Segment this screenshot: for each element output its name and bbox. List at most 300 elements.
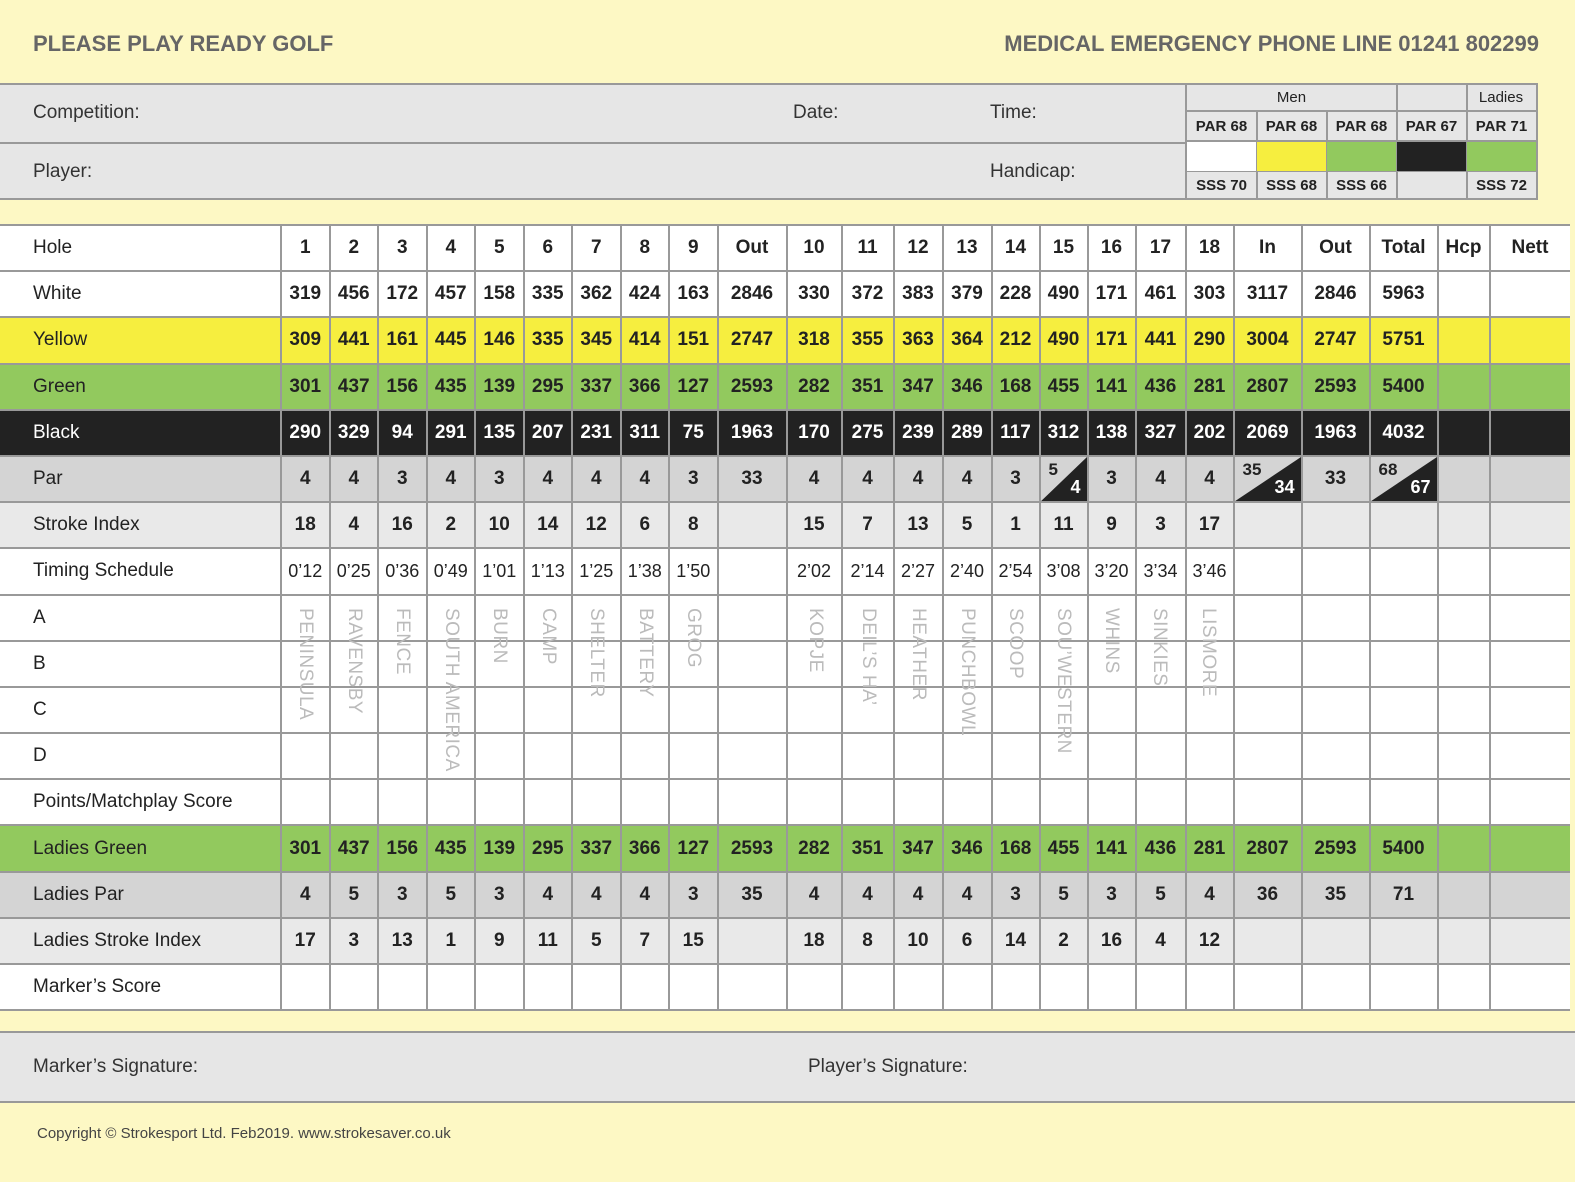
score-cell[interactable] [1438,779,1490,825]
score-cell[interactable] [894,779,943,825]
score-cell [1302,502,1370,548]
score-cell[interactable] [1490,456,1570,502]
score-cell[interactable] [1302,687,1370,733]
score-cell[interactable] [842,964,894,1010]
score-cell: 228 [992,271,1040,317]
score-cell: 35 [1302,872,1370,918]
score-cell: 18 [281,502,330,548]
tee-par: PAR 68 [1335,118,1388,135]
score-cell[interactable] [1438,317,1490,363]
score-cell[interactable] [669,779,718,825]
column-header: 13 [943,225,992,271]
column-header: 5 [475,225,524,271]
score-cell[interactable] [1490,317,1570,363]
score-cell: 461 [1136,271,1186,317]
score-cell: 202 [1186,410,1234,456]
score-cell[interactable] [842,687,894,733]
score-cell: 141 [1088,364,1136,410]
score-cell: 7 [621,918,670,964]
score-cell: 3 [1088,456,1136,502]
score-cell[interactable] [787,641,842,687]
divider [1187,110,1536,112]
score-cell[interactable] [842,595,894,641]
score-cell: 435 [427,825,476,871]
score-cell[interactable] [1136,687,1186,733]
score-cell: 436 [1136,364,1186,410]
score-cell[interactable] [330,733,379,779]
score-cell: 5751 [1370,317,1438,363]
score-cell: 170 [787,410,842,456]
score-cell[interactable] [1438,548,1490,594]
score-cell[interactable] [572,733,621,779]
score-cell[interactable] [992,964,1040,1010]
column-header: 18 [1186,225,1234,271]
score-cell: 3’34 [1136,548,1186,594]
score-cell[interactable] [894,964,943,1010]
score-cell[interactable] [1186,733,1234,779]
tee-color-swatch [1467,142,1536,171]
hole-name: GROG [683,608,704,669]
score-cell[interactable] [475,733,524,779]
score-cell[interactable] [621,687,670,733]
score-cell[interactable] [894,641,943,687]
score-cell[interactable] [1234,548,1302,594]
score-cell: 1’25 [572,548,621,594]
score-cell: 1963 [1302,410,1370,456]
score-cell[interactable] [1040,641,1088,687]
score-cell[interactable] [1438,964,1490,1010]
column-header: 2 [330,225,379,271]
score-cell[interactable] [1438,825,1490,871]
score-cell[interactable] [281,641,330,687]
score-cell: 4 [787,456,842,502]
hole-name: LISMORE [1198,608,1219,698]
row-label: Stroke Index [0,502,281,548]
score-cell: 363 [894,317,943,363]
score-cell[interactable] [992,641,1040,687]
score-cell[interactable] [992,687,1040,733]
score-cell[interactable] [1040,964,1088,1010]
hole-name: SINKIES [1149,608,1170,687]
score-cell[interactable] [1490,687,1570,733]
score-cell[interactable] [1186,964,1234,1010]
score-cell: 168 [992,364,1040,410]
score-cell[interactable] [572,779,621,825]
score-cell[interactable] [1438,918,1490,964]
score-cell[interactable] [1302,548,1370,594]
score-cell[interactable] [1370,779,1438,825]
score-cell: 14 [524,502,573,548]
score-cell: 291 [427,410,476,456]
score-cell[interactable] [330,687,379,733]
score-cell[interactable] [524,964,573,1010]
score-cell[interactable] [378,964,427,1010]
score-cell[interactable] [787,779,842,825]
score-cell[interactable] [1088,779,1136,825]
score-cell[interactable] [1370,548,1438,594]
score-cell: 13 [894,502,943,548]
score-cell[interactable] [1370,641,1438,687]
score-cell[interactable] [1490,548,1570,594]
split-top-value: 35 [1242,459,1262,479]
score-cell: 127 [669,364,718,410]
table-row [0,733,1570,779]
score-cell: 364 [943,317,992,363]
score-cell[interactable] [1370,964,1438,1010]
score-cell: 3’08 [1040,548,1088,594]
score-cell: 12 [572,502,621,548]
score-cell[interactable] [943,595,992,641]
score-cell[interactable] [1438,364,1490,410]
score-cell[interactable] [1370,687,1438,733]
score-cell: 1 [992,502,1040,548]
score-cell[interactable] [281,687,330,733]
score-cell[interactable] [1490,872,1570,918]
table-row [0,964,1570,1010]
score-cell: 14 [992,918,1040,964]
score-cell: 2593 [1302,364,1370,410]
score-cell[interactable] [378,733,427,779]
score-cell[interactable] [330,641,379,687]
score-cell: 6 [621,502,670,548]
table-row [0,687,1570,733]
score-cell[interactable] [281,733,330,779]
score-cell[interactable] [524,595,573,641]
hole-name: KOPJE [805,608,826,673]
row-label: D [0,733,281,779]
score-cell[interactable] [718,964,787,1010]
score-cell[interactable] [621,595,670,641]
score-cell[interactable] [718,595,787,641]
score-cell[interactable] [378,779,427,825]
score-cell[interactable] [572,641,621,687]
header-row [0,225,1570,271]
score-cell: 17 [1186,502,1234,548]
score-cell: 1 [427,918,476,964]
score-cell[interactable] [1234,595,1302,641]
score-cell[interactable] [894,595,943,641]
score-cell[interactable] [330,964,379,1010]
score-cell[interactable] [894,687,943,733]
score-cell[interactable] [1186,641,1234,687]
score-cell: 337 [572,825,621,871]
score-cell[interactable] [427,687,476,733]
score-cell[interactable] [669,595,718,641]
date-label[interactable]: Date: [793,102,839,123]
row-label: Timing Schedule [0,548,281,594]
score-cell[interactable] [943,641,992,687]
score-cell[interactable] [1370,595,1438,641]
time-label[interactable]: Time: [990,102,1037,123]
score-cell: 3 [378,456,427,502]
score-cell[interactable] [1490,502,1570,548]
marker-signature-label[interactable]: Marker’s Signature: [33,1056,199,1077]
score-cell: 35 [718,872,787,918]
score-cell[interactable] [1136,779,1186,825]
score-cell: 231 [572,410,621,456]
tee-color-swatch [1327,142,1396,171]
score-cell[interactable] [524,779,573,825]
score-cell[interactable] [1186,779,1234,825]
score-cell[interactable] [1490,410,1570,456]
score-cell[interactable] [718,779,787,825]
score-cell[interactable] [1088,964,1136,1010]
score-cell[interactable] [524,733,573,779]
score-cell[interactable] [1438,641,1490,687]
score-cell[interactable] [1490,641,1570,687]
score-cell[interactable] [427,779,476,825]
score-cell: 345 [572,317,621,363]
score-cell[interactable] [1490,733,1570,779]
score-cell[interactable] [378,687,427,733]
score-cell: 0’12 [281,548,330,594]
score-cell: 4 [621,456,670,502]
score-cell[interactable] [1302,964,1370,1010]
column-header: 7 [572,225,621,271]
score-cell[interactable] [943,779,992,825]
score-cell[interactable] [1490,364,1570,410]
score-cell[interactable] [1438,502,1490,548]
score-cell[interactable] [894,733,943,779]
score-cell[interactable] [572,687,621,733]
score-cell[interactable] [1438,595,1490,641]
score-cell[interactable] [1438,410,1490,456]
score-cell: 4 [524,872,573,918]
score-cell [718,918,787,964]
score-cell: 8 [669,502,718,548]
score-cell[interactable] [1234,641,1302,687]
score-cell[interactable] [427,595,476,641]
score-cell[interactable] [1302,641,1370,687]
score-cell[interactable] [1136,595,1186,641]
signature-panel [0,1031,1575,1103]
score-cell[interactable] [718,687,787,733]
column-header: 14 [992,225,1040,271]
score-cell[interactable] [1370,733,1438,779]
row-label: White [0,271,281,317]
score-cell[interactable] [572,964,621,1010]
score-cell[interactable] [621,733,670,779]
hole-name: BATTERY [635,608,656,698]
score-cell: 2’27 [894,548,943,594]
split-bottom-value: 67 [1410,477,1431,498]
score-cell[interactable] [475,779,524,825]
score-cell[interactable] [669,964,718,1010]
score-cell[interactable] [1490,918,1570,964]
player-signature-label[interactable]: Player’s Signature: [808,1056,968,1077]
score-cell[interactable] [787,687,842,733]
score-cell[interactable] [718,548,787,594]
score-cell[interactable] [1186,595,1234,641]
score-cell: 490 [1040,271,1088,317]
score-cell[interactable] [475,964,524,1010]
score-cell: 75 [669,410,718,456]
score-cell[interactable] [1438,872,1490,918]
score-cell[interactable] [1438,687,1490,733]
hole-name: CAMP [538,608,559,665]
score-cell[interactable] [330,595,379,641]
score-cell[interactable] [1136,964,1186,1010]
score-cell[interactable] [842,733,894,779]
score-cell[interactable] [669,687,718,733]
score-cell: 4 [1136,456,1186,502]
split-bottom-value: 4 [1070,477,1081,498]
tee-par: PAR 68 [1265,118,1318,135]
column-header: 16 [1088,225,1136,271]
score-cell[interactable] [992,595,1040,641]
score-cell[interactable] [1088,641,1136,687]
table-row [0,317,1570,363]
score-cell: 171 [1088,317,1136,363]
score-cell[interactable] [669,733,718,779]
score-cell[interactable] [427,733,476,779]
score-cell[interactable] [427,964,476,1010]
score-cell[interactable] [1490,271,1570,317]
score-cell[interactable] [475,641,524,687]
score-cell: 335 [524,271,573,317]
top-bar [0,0,1575,84]
score-cell[interactable] [1490,825,1570,871]
score-cell[interactable] [718,733,787,779]
score-cell[interactable] [427,641,476,687]
score-cell[interactable] [1234,779,1302,825]
score-cell[interactable] [524,687,573,733]
score-cell: 4 [787,872,842,918]
score-cell[interactable] [1136,641,1186,687]
score-cell[interactable] [1040,733,1088,779]
score-cell: 5 [427,872,476,918]
score-cell[interactable] [621,641,670,687]
score-cell: 3 [1136,502,1186,548]
score-cell: 1’01 [475,548,524,594]
score-cell: 282 [787,364,842,410]
score-cell[interactable] [718,641,787,687]
score-cell: 383 [894,271,943,317]
score-cell[interactable] [1490,595,1570,641]
score-cell[interactable] [669,641,718,687]
player-label[interactable]: Player: [33,161,93,182]
score-cell: 2846 [1302,271,1370,317]
score-cell: 330 [787,271,842,317]
score-cell: 424 [621,271,670,317]
score-cell[interactable] [943,964,992,1010]
score-cell[interactable] [1088,595,1136,641]
score-cell[interactable] [1040,779,1088,825]
score-cell[interactable] [1302,733,1370,779]
score-cell: 9 [1088,502,1136,548]
score-cell[interactable] [1302,595,1370,641]
score-cell: 379 [943,271,992,317]
score-cell[interactable] [1302,779,1370,825]
score-cell[interactable] [992,779,1040,825]
score-cell[interactable] [1438,733,1490,779]
score-cell: 295 [524,825,573,871]
score-cell[interactable] [1040,687,1088,733]
score-cell: 3 [669,456,718,502]
competition-label[interactable]: Competition: [33,102,140,123]
score-cell[interactable] [943,733,992,779]
score-cell: 239 [894,410,943,456]
score-cell: 290 [1186,317,1234,363]
score-cell[interactable] [1088,687,1136,733]
score-cell[interactable] [1186,687,1234,733]
score-cell[interactable] [1490,964,1570,1010]
score-cell[interactable] [787,595,842,641]
handicap-label[interactable]: Handicap: [990,161,1076,182]
score-cell[interactable] [1438,456,1490,502]
score-cell: 0’36 [378,548,427,594]
score-cell[interactable] [1040,595,1088,641]
score-cell[interactable] [281,779,330,825]
score-cell: 12 [1186,918,1234,964]
score-cell[interactable] [281,595,330,641]
score-cell[interactable] [842,779,894,825]
score-cell[interactable] [992,733,1040,779]
divider [0,142,1185,144]
score-cell: 139 [475,825,524,871]
score-cell[interactable] [621,779,670,825]
score-cell: 4 [621,872,670,918]
score-cell[interactable] [281,964,330,1010]
score-cell: 319 [281,271,330,317]
score-cell: 3 [992,456,1040,502]
table-row [0,271,1570,317]
hole-name: FENCE [392,608,413,675]
score-cell[interactable] [475,595,524,641]
score-cell [1370,918,1438,964]
score-cell[interactable] [943,687,992,733]
column-header: 11 [842,225,894,271]
score-cell[interactable] [1234,733,1302,779]
score-cell: 289 [943,410,992,456]
score-cell[interactable] [621,964,670,1010]
score-cell[interactable] [842,641,894,687]
score-cell: 117 [992,410,1040,456]
score-cell[interactable] [1490,779,1570,825]
score-cell[interactable] [1234,964,1302,1010]
score-cell[interactable] [1136,733,1186,779]
score-cell: 10 [894,918,943,964]
score-cell: 15 [669,918,718,964]
score-cell: 441 [1136,317,1186,363]
score-cell: 7 [842,502,894,548]
score-cell[interactable] [1088,733,1136,779]
score-cell[interactable] [378,595,427,641]
score-cell: 335 [524,317,573,363]
score-cell: 3 [475,456,524,502]
table-row [0,595,1570,641]
score-cell [1302,918,1370,964]
score-cell[interactable] [475,687,524,733]
score-cell[interactable] [787,733,842,779]
score-cell: 4 [330,502,379,548]
score-cell[interactable] [378,641,427,687]
score-cell[interactable] [1234,687,1302,733]
score-cell[interactable] [330,779,379,825]
score-cell: 168 [992,825,1040,871]
score-cell: 351 [842,825,894,871]
row-label: Hole [0,225,281,271]
score-cell[interactable] [787,964,842,1010]
score-cell: 8 [842,918,894,964]
score-cell: 347 [894,364,943,410]
table-row [0,456,1570,502]
score-cell[interactable] [524,641,573,687]
score-cell: 312 [1040,410,1088,456]
score-cell: 2069 [1234,410,1302,456]
score-cell[interactable] [1438,271,1490,317]
score-cell[interactable] [572,595,621,641]
